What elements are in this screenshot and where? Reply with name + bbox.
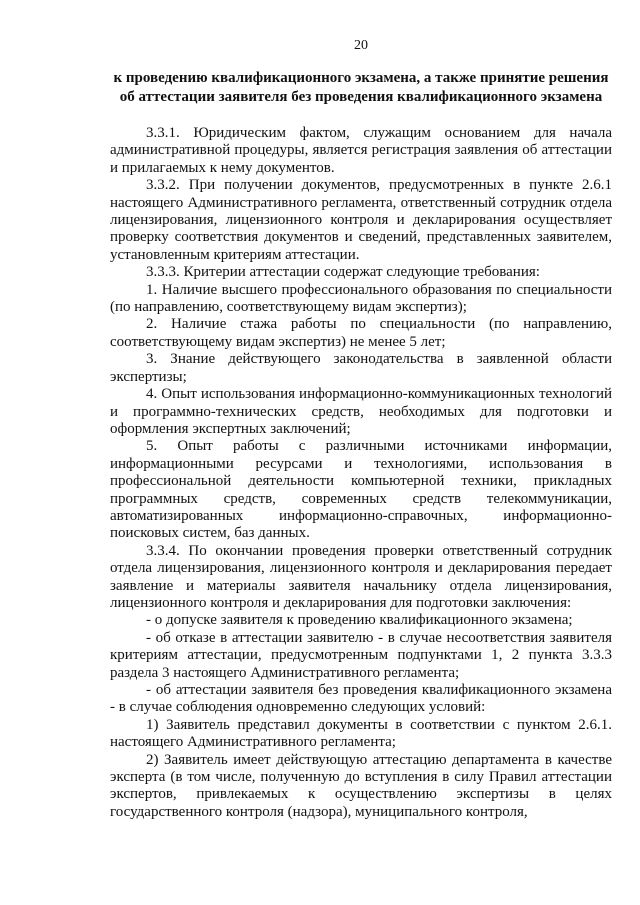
condition-2: 2) Заявитель имеет действующую аттестацию департамента в качестве эксперта (в том числе, полученную до вступления в силу Правил аттестации экспертов, привлекаемых к осуществлению экспертизы в целях государственного контроля (надзора), муниципального контроля,	[110, 751, 612, 820]
paragraph-3-3-3: 3.3.3. Критерии аттестации содержат следующие требования:	[146, 264, 540, 281]
document-body	[110, 125, 612, 821]
criterion-1: 1. Наличие высшего профессионального образования по специальности (по направлению, соответствующему видам экспертиз);	[110, 281, 612, 316]
criterion-4: 4. Опыт использования информационно-коммуникационных технологий и программно-технических средств, необходимых для подготовки и оформления экспертных заключений;	[110, 386, 612, 437]
conclusion-refusal: - об отказе в аттестации заявителю - в случае несоответствия заявителя критериям аттестации, предусмотренным подпунктами 1, 2 пункта 3.3.3 раздела 3 настоящего Административного регламента;	[110, 629, 612, 681]
paragraph-3-3-4: 3.3.4. По окончании проведения проверки ответственный сотрудник отдела лицензирования, лицензионного контроля и декларирования передает заявление и материалы заявителя начальнику отдела лицензирования, лицензионного контроля и декларирования для подготовки заключения:	[110, 542, 612, 611]
paragraph-3-3-2: 3.3.2. При получении документов, предусмотренных в пункте 2.6.1 настоящего Административного регламента, ответственный сотрудник отдела лицензирования, лицензионного контроля и декларирования осуществляет проверку соответствия документов и сведений, представленных заявителем, установленным критериям аттестации.	[110, 177, 612, 263]
paragraph-3-3-1: 3.3.1. Юридическим фактом, служащим основанием для начала административной процедуры, является регистрация заявления об аттестации и прилагаемых к нему документов.	[110, 125, 612, 176]
conclusion-admission: - о допуске заявителя к проведению квалификационного экзамена;	[146, 612, 573, 629]
criterion-2: 2. Наличие стажа работы по специальности (по направлению, соответствующему видам экспертиз) не менее 5 лет;	[110, 316, 612, 350]
criterion-3: 3. Знание действующего законодательства в заявленной области экспертизы;	[110, 351, 612, 385]
section-heading: к проведению квалификационного экзамена, а также принятие решения об аттестации заявителя без проведения квалификационного экзамена	[113, 70, 609, 105]
conclusion-attestation-without-exam: - об аттестации заявителя без проведения квалификационного экзамена - в случае соблюдения одновременно следующих условий:	[110, 682, 612, 716]
page-number: 20	[354, 38, 368, 53]
criterion-5: 5. Опыт работы с различными источниками информации, информационными ресурсами и технологиями, использования в профессиональной деятельности компьютерной техники, прикладных программных средств, современных средств телекоммуникации, автоматизированных информационно-справочных, информационно-поисковых систем, баз данных.	[110, 438, 612, 542]
condition-1: 1) Заявитель представил документы в соответствии с пунктом 2.6.1. настоящего Административного регламента;	[110, 716, 612, 751]
